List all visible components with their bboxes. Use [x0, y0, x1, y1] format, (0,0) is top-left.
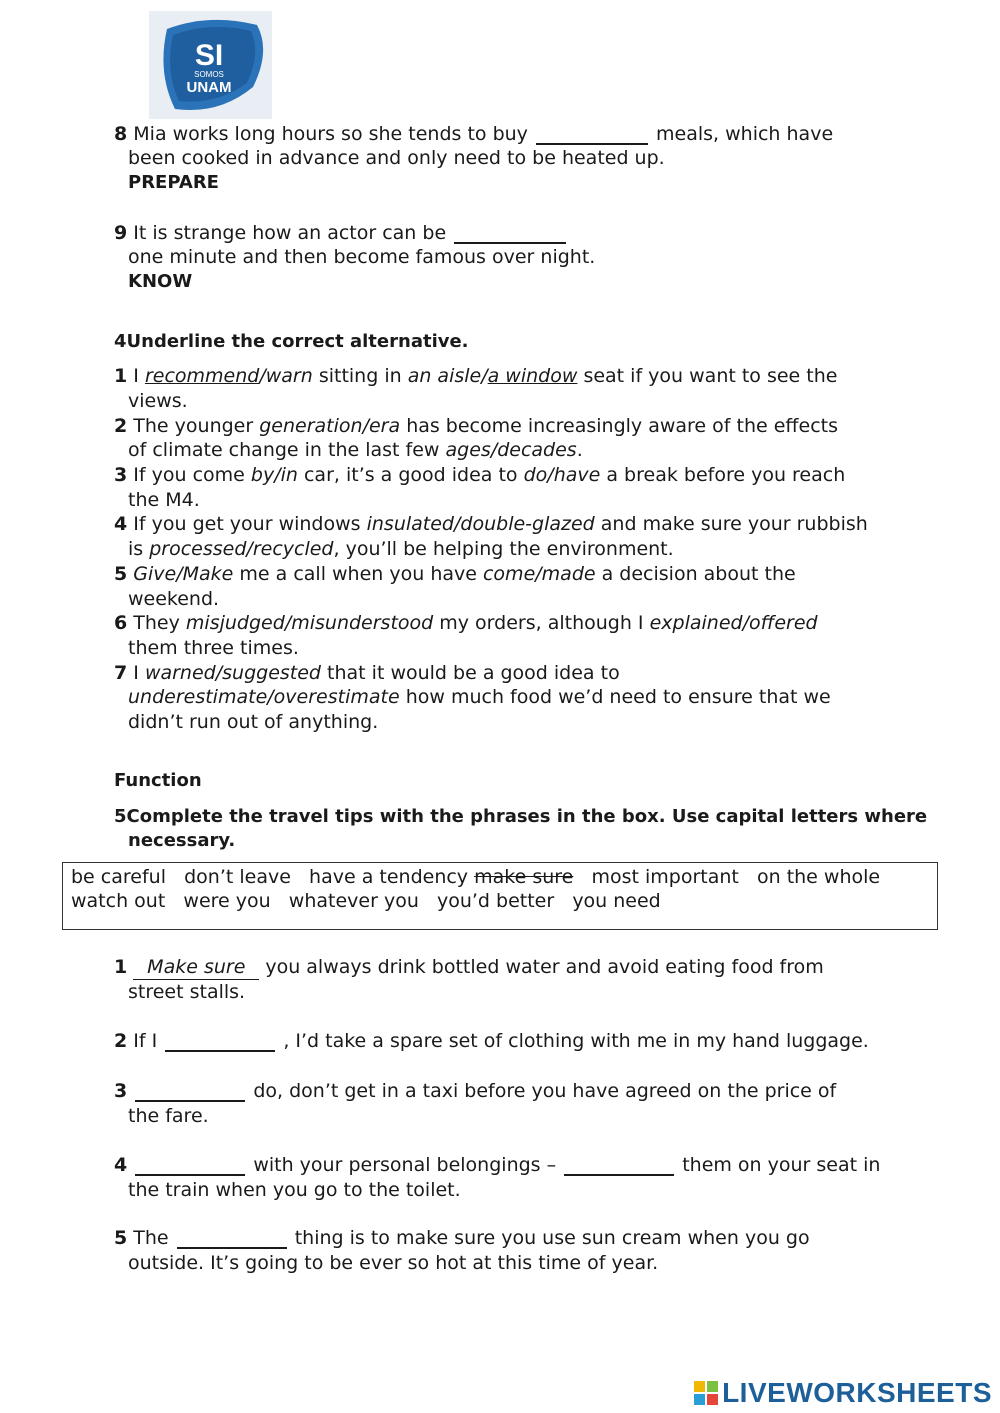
s4-item6-number: 6: [114, 612, 128, 634]
s4-item1-line1: [114, 364, 837, 388]
section5-heading-line2: necessary.: [128, 830, 236, 851]
s5-q5-text: The: [133, 1227, 169, 1249]
s4-item6-text: They: [133, 612, 180, 634]
s4-item2-text: of climate change in the last few: [128, 439, 440, 461]
s4-item6-line2: them three times.: [128, 637, 299, 659]
s5-q4-line2: the train when you go to the toilet.: [128, 1179, 461, 1201]
phrase-make-sure: make sure: [474, 866, 574, 888]
s4-item7-number: 7: [114, 662, 128, 684]
s4-item6-option-explained[interactable]: explained: [649, 612, 743, 634]
s4-item6-option-offered[interactable]: offered: [748, 612, 818, 634]
phrase-youd-better: you’d better: [436, 890, 555, 912]
liveworksheets-brand[interactable]: [694, 1378, 992, 1408]
q9-number: 9: [114, 222, 128, 244]
s4-item4-option-insulated[interactable]: insulated: [366, 513, 454, 535]
s4-item6-text: my orders, although I: [439, 612, 644, 634]
s4-item2-option-ages[interactable]: ages: [445, 439, 491, 461]
s5-q1-text: you always drink bottled water and avoid eating food from: [265, 956, 824, 978]
s5-q4-answer-input-1[interactable]: [135, 1156, 245, 1176]
s4-item7-text: how much food we’d need to ensure that we: [405, 686, 831, 708]
s5-q2-text: , I’d take a spare set of clothing with me in my hand luggage.: [283, 1030, 869, 1052]
phrase-have-a-tendency: have a tendency: [309, 866, 469, 888]
s5-q2-text: If I: [133, 1030, 158, 1052]
s5-q1-line2: street stalls.: [128, 981, 246, 1003]
s4-item5-option-come[interactable]: come: [482, 563, 536, 585]
s5-q4-line1: [114, 1153, 880, 1177]
s4-item4-line2: [128, 537, 674, 561]
function-heading: Function: [114, 770, 202, 791]
slash: /: [267, 686, 274, 708]
s5-q3-line2: the fare.: [128, 1105, 209, 1127]
s4-item5-number: 5: [114, 563, 128, 585]
section5-number: 5: [114, 806, 127, 827]
section4-number: 4: [114, 331, 127, 352]
s4-item1-option-warn[interactable]: warn: [265, 365, 313, 387]
q8-text-a: Mia works long hours so she tends to buy: [133, 123, 528, 145]
slash: /: [547, 464, 554, 486]
q8-keyword: PREPARE: [128, 172, 219, 193]
s4-item4-text: and make sure your rubbish: [600, 513, 868, 535]
q9-line1: [114, 221, 568, 245]
s4-item4-text: If you get your windows: [133, 513, 361, 535]
s4-item1-number: 1: [114, 365, 128, 387]
s4-item2-number: 2: [114, 415, 128, 437]
s4-item4-number: 4: [114, 513, 128, 535]
s4-item3-option-in[interactable]: in: [280, 464, 298, 486]
slash: /: [284, 612, 292, 634]
s4-item7-line3: didn’t run out of anything.: [128, 711, 379, 733]
liveworksheets-text: LIVEWORKSHEETS: [722, 1377, 992, 1408]
q9-line2: one minute and then become famous over night.: [128, 246, 596, 268]
slash: /: [535, 563, 542, 585]
s4-item1-text: sitting in: [318, 365, 402, 387]
q8-line2: been cooked in advance and only need to be heated up.: [128, 147, 665, 169]
s4-item2-option-decades[interactable]: decades: [497, 439, 577, 461]
phrase-whatever-you: whatever you: [288, 890, 419, 912]
s4-item4-option-recycled[interactable]: recycled: [252, 538, 334, 560]
s4-item3-text: If you come: [133, 464, 245, 486]
slash: /: [176, 563, 183, 585]
s5-q2-answer-input[interactable]: [165, 1032, 275, 1052]
q8-answer-input[interactable]: [536, 125, 648, 145]
q9-text-a: It is strange how an actor can be: [133, 222, 447, 244]
q9-keyword: KNOW: [128, 271, 193, 292]
s5-q2-line1: [114, 1029, 869, 1053]
phrase-dont-leave: don’t leave: [184, 866, 291, 888]
phrase-watch-out: watch out: [71, 890, 166, 912]
s4-item7-line1: [114, 661, 620, 685]
s5-q3-number: 3: [114, 1080, 128, 1102]
logo-somos: SOMOS: [194, 70, 224, 79]
s5-q1-line1: [114, 955, 824, 980]
s4-item3-option-have[interactable]: have: [553, 464, 601, 486]
s4-item3-text: car, it’s a good idea to: [303, 464, 518, 486]
s4-item1-text: seat if you want to see the: [583, 365, 838, 387]
s4-item3-line2: the M4.: [128, 489, 200, 511]
s5-q5-text: thing is to make sure you use sun cream when you go: [294, 1227, 810, 1249]
section4-instruction: Underline the correct alternative.: [126, 331, 469, 352]
slash: /: [454, 513, 461, 535]
s4-item7-option-overestimate[interactable]: overestimate: [273, 686, 400, 708]
s5-q5-number: 5: [114, 1227, 128, 1249]
s4-item5-line2: weekend.: [128, 588, 220, 610]
s4-item7-option-underestimate[interactable]: underestimate: [128, 686, 268, 708]
slash: /: [274, 464, 281, 486]
s4-item1-text: I: [133, 365, 139, 387]
s4-item5-option-make[interactable]: Make: [182, 563, 234, 585]
s5-q1-number: 1: [114, 956, 128, 978]
slash: /: [481, 365, 488, 387]
phrase-were-you: were you: [183, 890, 271, 912]
s4-item7-text: I: [133, 662, 139, 684]
s4-item1-option-window[interactable]: a window: [487, 365, 578, 387]
logo-si: SI: [194, 39, 224, 72]
s4-item6-option-misunderstood[interactable]: misunderstood: [291, 612, 434, 634]
slash: /: [742, 612, 749, 634]
s4-item5-option-give[interactable]: Give: [133, 563, 177, 585]
phrase-on-the-whole: on the whole: [756, 866, 881, 888]
q8-line1: [114, 122, 833, 146]
s5-q5-line2: outside. It’s going to be ever so hot at this time of year.: [128, 1252, 659, 1274]
slash: /: [490, 439, 498, 461]
q8-text-b: meals, which have: [656, 123, 834, 145]
period: .: [576, 439, 583, 461]
slash: /: [246, 538, 253, 560]
q8-number: 8: [114, 123, 128, 145]
s4-item2-option-era[interactable]: era: [368, 415, 401, 437]
q9-answer-input[interactable]: [454, 224, 566, 244]
s4-item4-line1: [114, 512, 868, 536]
s4-item1-option-aisle[interactable]: an aisle: [407, 365, 482, 387]
s4-item4-option-double-glazed[interactable]: double-glazed: [460, 513, 595, 535]
s5-q2-number: 2: [114, 1030, 128, 1052]
s5-q3-text: do, don’t get in a taxi before you have agreed on the price of: [253, 1080, 837, 1102]
section5-instruction: Complete the travel tips with the phrases in the box. Use capital letters where: [126, 806, 928, 827]
s4-item7-line2: [128, 685, 831, 709]
s5-q4-text: with your personal belongings –: [253, 1154, 557, 1176]
phrase-box-row1: [71, 865, 880, 889]
s4-item2-text: The younger: [133, 415, 254, 437]
s5-q3-answer-input[interactable]: [135, 1082, 245, 1102]
s5-q4-text: them on your seat in: [682, 1154, 881, 1176]
s4-item3-option-do[interactable]: do: [523, 464, 548, 486]
s4-item7-option-suggested[interactable]: suggested: [222, 662, 321, 684]
unam-logo: [149, 11, 272, 119]
s5-q3-line1: [114, 1079, 836, 1103]
liveworksheets-icon: [694, 1381, 718, 1405]
s4-item2-option-generation[interactable]: generation: [259, 415, 363, 437]
s5-q4-number: 4: [114, 1154, 128, 1176]
s5-q4-answer-input-2[interactable]: [564, 1156, 674, 1176]
s4-item6-line1: [114, 611, 818, 635]
s4-item5-text: a decision about the: [601, 563, 796, 585]
s4-item5-line1: [114, 562, 796, 586]
phrase-be-careful: be careful: [71, 866, 166, 888]
s4-item5-text: me a call when you have: [239, 563, 477, 585]
s4-item4-option-processed[interactable]: processed: [149, 538, 247, 560]
s4-item4-text: , you’ll be helping the environment.: [333, 538, 674, 560]
s5-q1-example-answer: Make sure: [133, 955, 259, 980]
s4-item7-text: that it would be a good idea to: [327, 662, 620, 684]
logo-graphic: [149, 11, 272, 119]
phrase-most-important: most important: [591, 866, 739, 888]
s4-item1-option-recommend[interactable]: recommend: [144, 365, 260, 387]
slash: /: [259, 365, 266, 387]
s4-item3-option-by[interactable]: by: [250, 464, 275, 486]
s5-q5-line1: [114, 1226, 810, 1250]
s4-item3-number: 3: [114, 464, 128, 486]
slash: /: [362, 415, 369, 437]
slash: /: [215, 662, 223, 684]
s4-item2-line2: [128, 438, 583, 462]
s4-item3-line1: [114, 463, 845, 487]
s4-item4-text: is: [128, 538, 144, 560]
section4-heading: [114, 330, 469, 354]
s4-item7-option-warned[interactable]: warned: [144, 662, 216, 684]
s4-item5-option-made[interactable]: made: [541, 563, 596, 585]
section5-heading-line1: [114, 805, 927, 829]
s4-item1-line2: views.: [128, 390, 188, 412]
s4-item3-text: a break before you reach: [606, 464, 846, 486]
s4-item6-option-misjudged[interactable]: misjudged: [185, 612, 285, 634]
logo-unam: UNAM: [186, 79, 232, 96]
phrase-you-need: you need: [572, 890, 661, 912]
s4-item2-text: has become increasingly aware of the effects: [406, 415, 838, 437]
s4-item2-line1: [114, 414, 838, 438]
s5-q5-answer-input[interactable]: [177, 1229, 287, 1249]
phrase-box-row2: [71, 889, 661, 913]
